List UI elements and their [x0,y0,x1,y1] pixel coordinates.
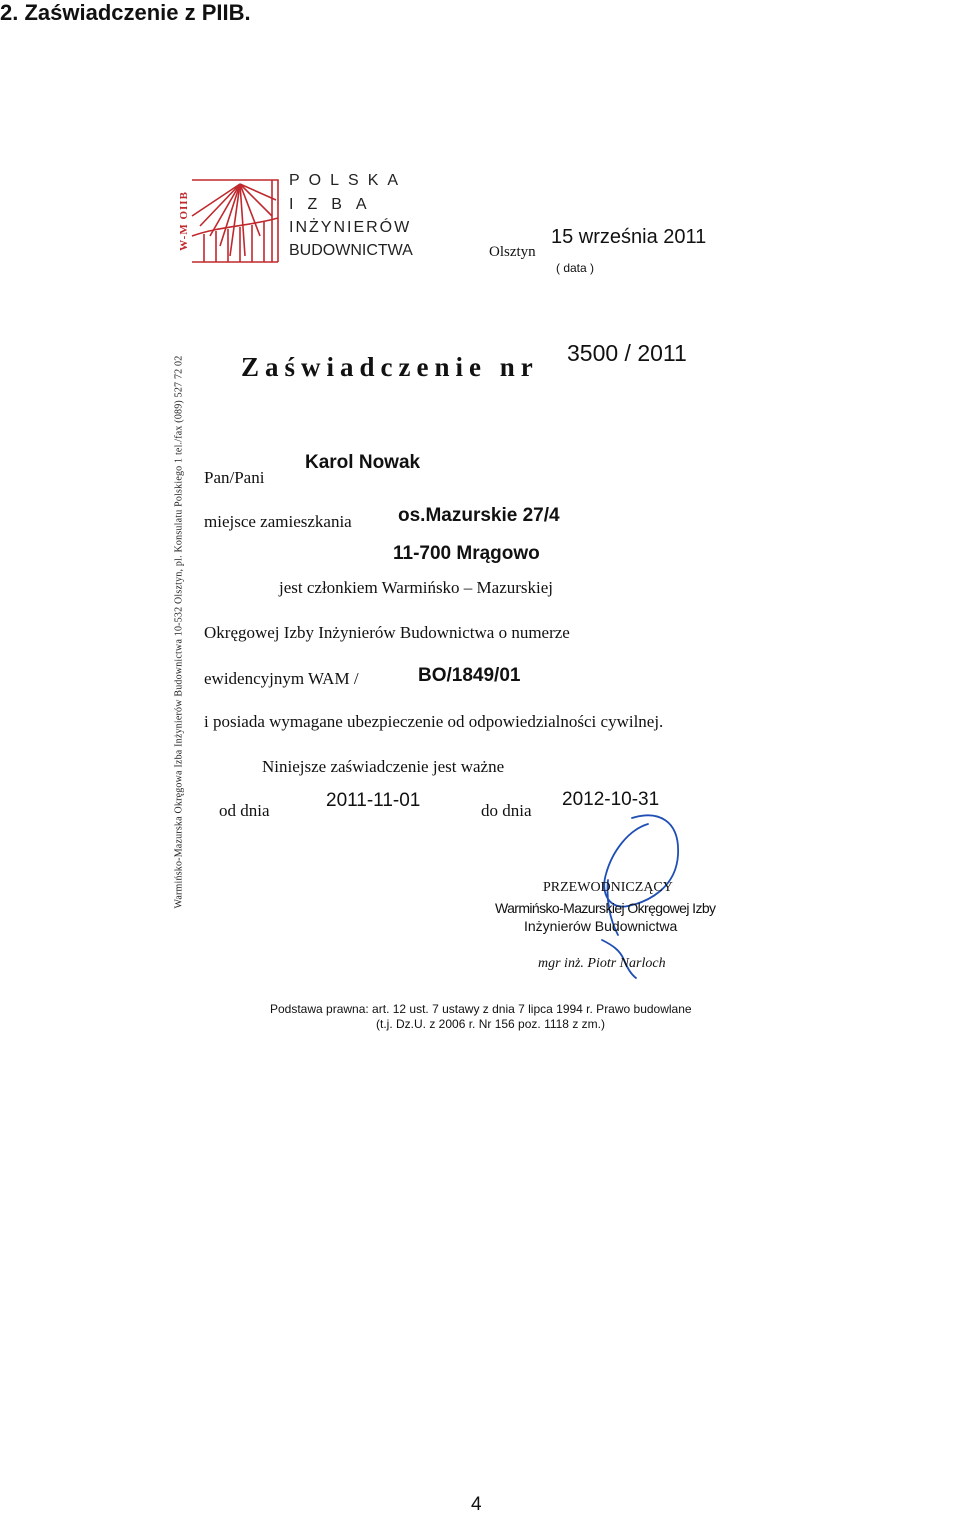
valid-from-date: 2011-11-01 [326,790,421,811]
address-line-2: 11-700 Mrągowo [393,543,540,564]
valid-from-label: od dnia [219,801,270,820]
signer-title: PRZEWODNICZĄCY [543,880,673,895]
side-address-text: Warmińsko-Mazurska Okręgowa Izba Inżynierów Budownictwa 10-532 Olsztyn, pl. Konsulatu Polskiego 1 tel./fax (089) 527 72 02 [173,355,185,909]
org-name-line-1: POLSKA [289,172,408,189]
signer-name: mgr inż. Piotr Narloch [538,956,666,971]
logo-vertical-label: W-M OIIB [178,191,190,251]
residence-label: miejsce zamieszkania [204,512,352,531]
logo-bridge-icon [190,176,280,266]
legal-basis-line-1: Podstawa prawna: art. 12 ust. 7 ustawy z dnia 7 lipca 1994 r. Prawo budowlane [270,1002,692,1016]
insurance-statement: i posiada wymagane ubezpieczenie od odpowiedzialności cywilnej. [204,712,664,731]
valid-to-label: do dnia [481,801,532,820]
holder-name: Karol Nowak [305,452,421,473]
signer-org-line-2: Inżynierów Budownictwa [524,918,678,934]
validity-statement: Niniejsze zaświadczenie jest ważne [262,757,505,776]
org-name-line-2: IZBA [289,196,381,213]
registry-label: ewidencyjnym WAM / [204,669,359,688]
certificate-number: 3500 / 2011 [567,340,687,366]
membership-text-line-1: jest członkiem Warmińsko – Mazurskiej [279,578,554,597]
membership-text-line-2: Okręgowej Izby Inżynierów Budownictwa o numerze [204,623,570,642]
certificate-title: Zaświadczenie nr [241,352,539,382]
side-address-block [170,312,188,952]
registry-number: BO/1849/01 [418,665,521,686]
salutation-label: Pan/Pani [204,468,265,487]
org-name-line-4: BUDOWNICTWA [289,242,413,259]
page-number: 4 [471,1494,482,1515]
page-heading: 2. Zaświadczenie z PIIB. [0,0,251,25]
date-caption: ( data ) [556,261,595,275]
issue-city: Olsztyn [489,244,536,260]
signer-org-line-1: Warmińsko-Mazurskiej Okręgowej Izby [495,900,716,916]
issue-date: 15 września 2011 [551,226,707,248]
valid-to-date: 2012-10-31 [562,789,660,810]
legal-basis-line-2: (t.j. Dz.U. z 2006 r. Nr 156 poz. 1118 z zm.) [376,1017,605,1031]
address-line-1: os.Mazurskie 27/4 [398,505,560,526]
org-name-line-3: INŻYNIERÓW [289,219,412,236]
